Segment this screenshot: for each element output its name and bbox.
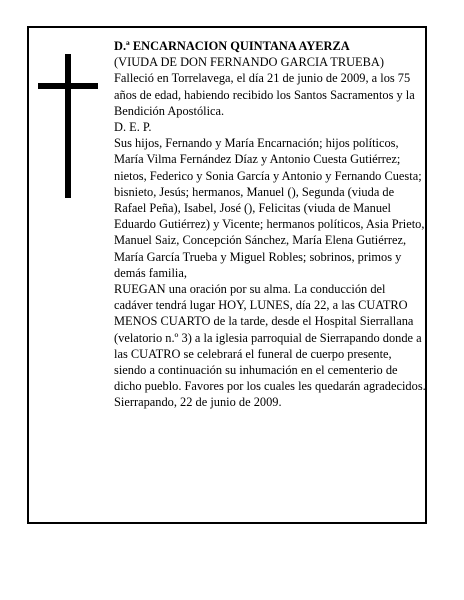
widow-of-line: (VIUDA DE DON FERNANDO GARCIA TRUEBA) — [114, 55, 384, 70]
deceased-name: D.ª ENCARNACION QUINTANA AYERZA — [114, 39, 350, 53]
obituary-text — [114, 38, 426, 411]
latin-cross-icon — [38, 54, 98, 198]
funeral-request: RUEGAN una oración por su alma. La conducción del cadáver tendrá lugar HOY, LUNES, día 22, a las CUATRO MENOS CUARTO de la tarde, desde el Hospital Sierrallana (velatorio n.º 3) a la iglesia parroquial de Sierrapando donde a las CUATRO se celebrará el funeral de cuerpo presente, siendo a continuación su inhumación en el cementerio de dicho pueblo. Favores por los cuales les quedarán agradecidos. — [114, 282, 426, 394]
rip-line: D. E. P. — [114, 120, 152, 135]
family-list: Sus hijos, Fernando y María Encarnación; hijos políticos, María Vilma Fernández Díaz y Antonio Cuesta Gutiérrez; nietos, Federico y Sonia García y Antonio y Fernando Cuesta; bisnieto, Jesús; hermanos, Manuel (), Segunda (viuda de Rafael Peña), Isabel, José (), Felicitas (viuda de Manuel Eduardo Gutiérrez) y Vicente; hermanos políticos, Asia Prieto, Manuel Saiz, Concepción Sánchez, María Elena Gutiérrez, María García Trueba y Miguel Robles; sobrinos, primos y demás familia, — [114, 136, 425, 280]
place-date: Sierrapando, 22 de junio de 2009. — [114, 395, 282, 410]
death-statement: Falleció en Torrelavega, el día 21 de junio de 2009, a los 75 años de edad, habiendo recibido los Santos Sacramentos y la Bendición Apostólica. — [114, 71, 415, 118]
